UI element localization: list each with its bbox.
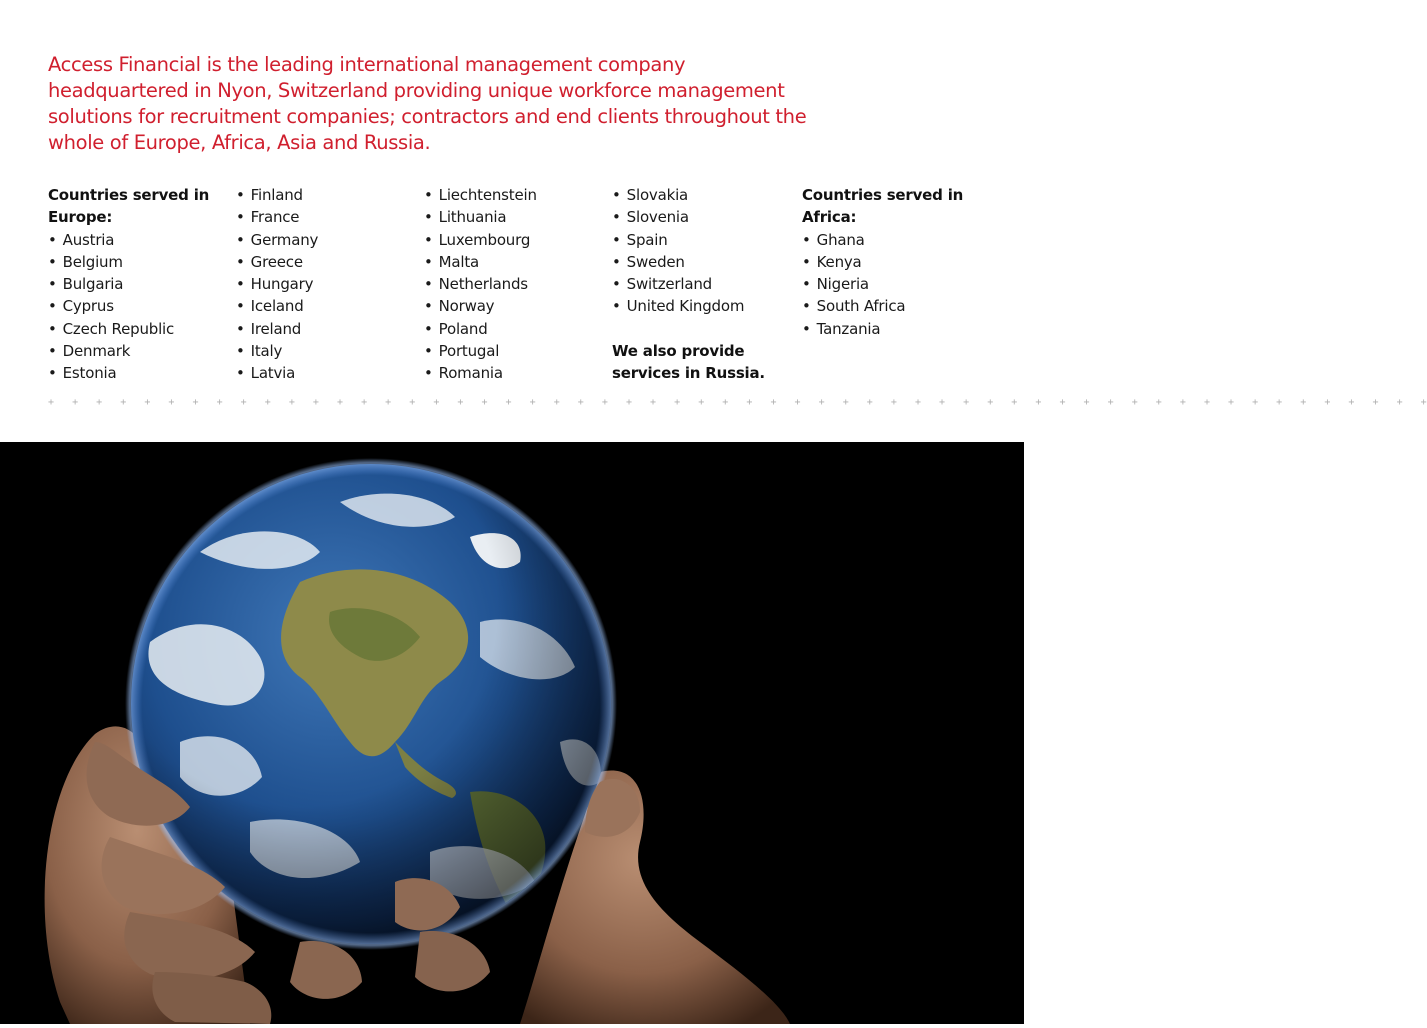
country-item: • Switzerland (612, 273, 782, 295)
country-item: • Finland (236, 184, 406, 206)
globe-in-hands-photo (0, 442, 1024, 1024)
country-item: • Sweden (612, 251, 782, 273)
country-item: • Estonia (48, 362, 218, 384)
country-list (236, 184, 406, 385)
country-item: • Germany (236, 229, 406, 251)
country-item: • South Africa (802, 295, 977, 317)
country-item: • Malta (424, 251, 594, 273)
country-item: • Portugal (424, 340, 594, 362)
country-item: • Hungary (236, 273, 406, 295)
country-item: • Luxembourg (424, 229, 594, 251)
country-item: • Spain (612, 229, 782, 251)
europe-column-3 (424, 184, 594, 385)
country-item: • Cyprus (48, 295, 218, 317)
europe-column-4 (612, 184, 782, 385)
country-item: • Poland (424, 318, 594, 340)
europe-column-1 (48, 184, 218, 385)
country-item: • Austria (48, 229, 218, 251)
country-item: • Netherlands (424, 273, 594, 295)
country-item: • United Kingdom (612, 295, 782, 317)
country-item: • Iceland (236, 295, 406, 317)
country-item: • Norway (424, 295, 594, 317)
country-list (612, 184, 782, 318)
country-item: • Ireland (236, 318, 406, 340)
country-item: • Lithuania (424, 206, 594, 228)
country-item: • Italy (236, 340, 406, 362)
europe-heading: Countries served in Europe: (48, 186, 210, 227)
country-list (424, 184, 594, 385)
country-item: • Romania (424, 362, 594, 384)
country-item: • Tanzania (802, 318, 977, 340)
intro-paragraph: Access Financial is the leading international management company headquartered in Nyon, Switzerland providing unique workforce management solutions for recruitment companies; contractors and end clients throughout the whole of Europe, Africa, Asia and Russia. (48, 53, 807, 154)
russia-note: We also provide services in Russia. (612, 342, 765, 383)
country-item: • Slovakia (612, 184, 782, 206)
country-item: • France (236, 206, 406, 228)
country-list (802, 229, 977, 340)
country-item: • Nigeria (802, 273, 977, 295)
country-item: • Belgium (48, 251, 218, 273)
country-item: • Kenya (802, 251, 977, 273)
europe-column-2 (236, 184, 406, 385)
country-item: • Latvia (236, 362, 406, 384)
plus-divider: + + + + + + + + + + + + + + + + + + + + + + + + + + + + + + + + + + + + + + + + + + + + + + + + + + + + + + + + + + (48, 397, 1427, 408)
country-item: • Bulgaria (48, 273, 218, 295)
country-item: • Czech Republic (48, 318, 218, 340)
africa-column (802, 184, 977, 340)
country-item: • Liechtenstein (424, 184, 594, 206)
country-list (48, 229, 218, 385)
country-item: • Slovenia (612, 206, 782, 228)
africa-heading: Countries served in Africa: (802, 186, 964, 227)
country-item: • Denmark (48, 340, 218, 362)
country-item: • Greece (236, 251, 406, 273)
country-item: • Ghana (802, 229, 977, 251)
